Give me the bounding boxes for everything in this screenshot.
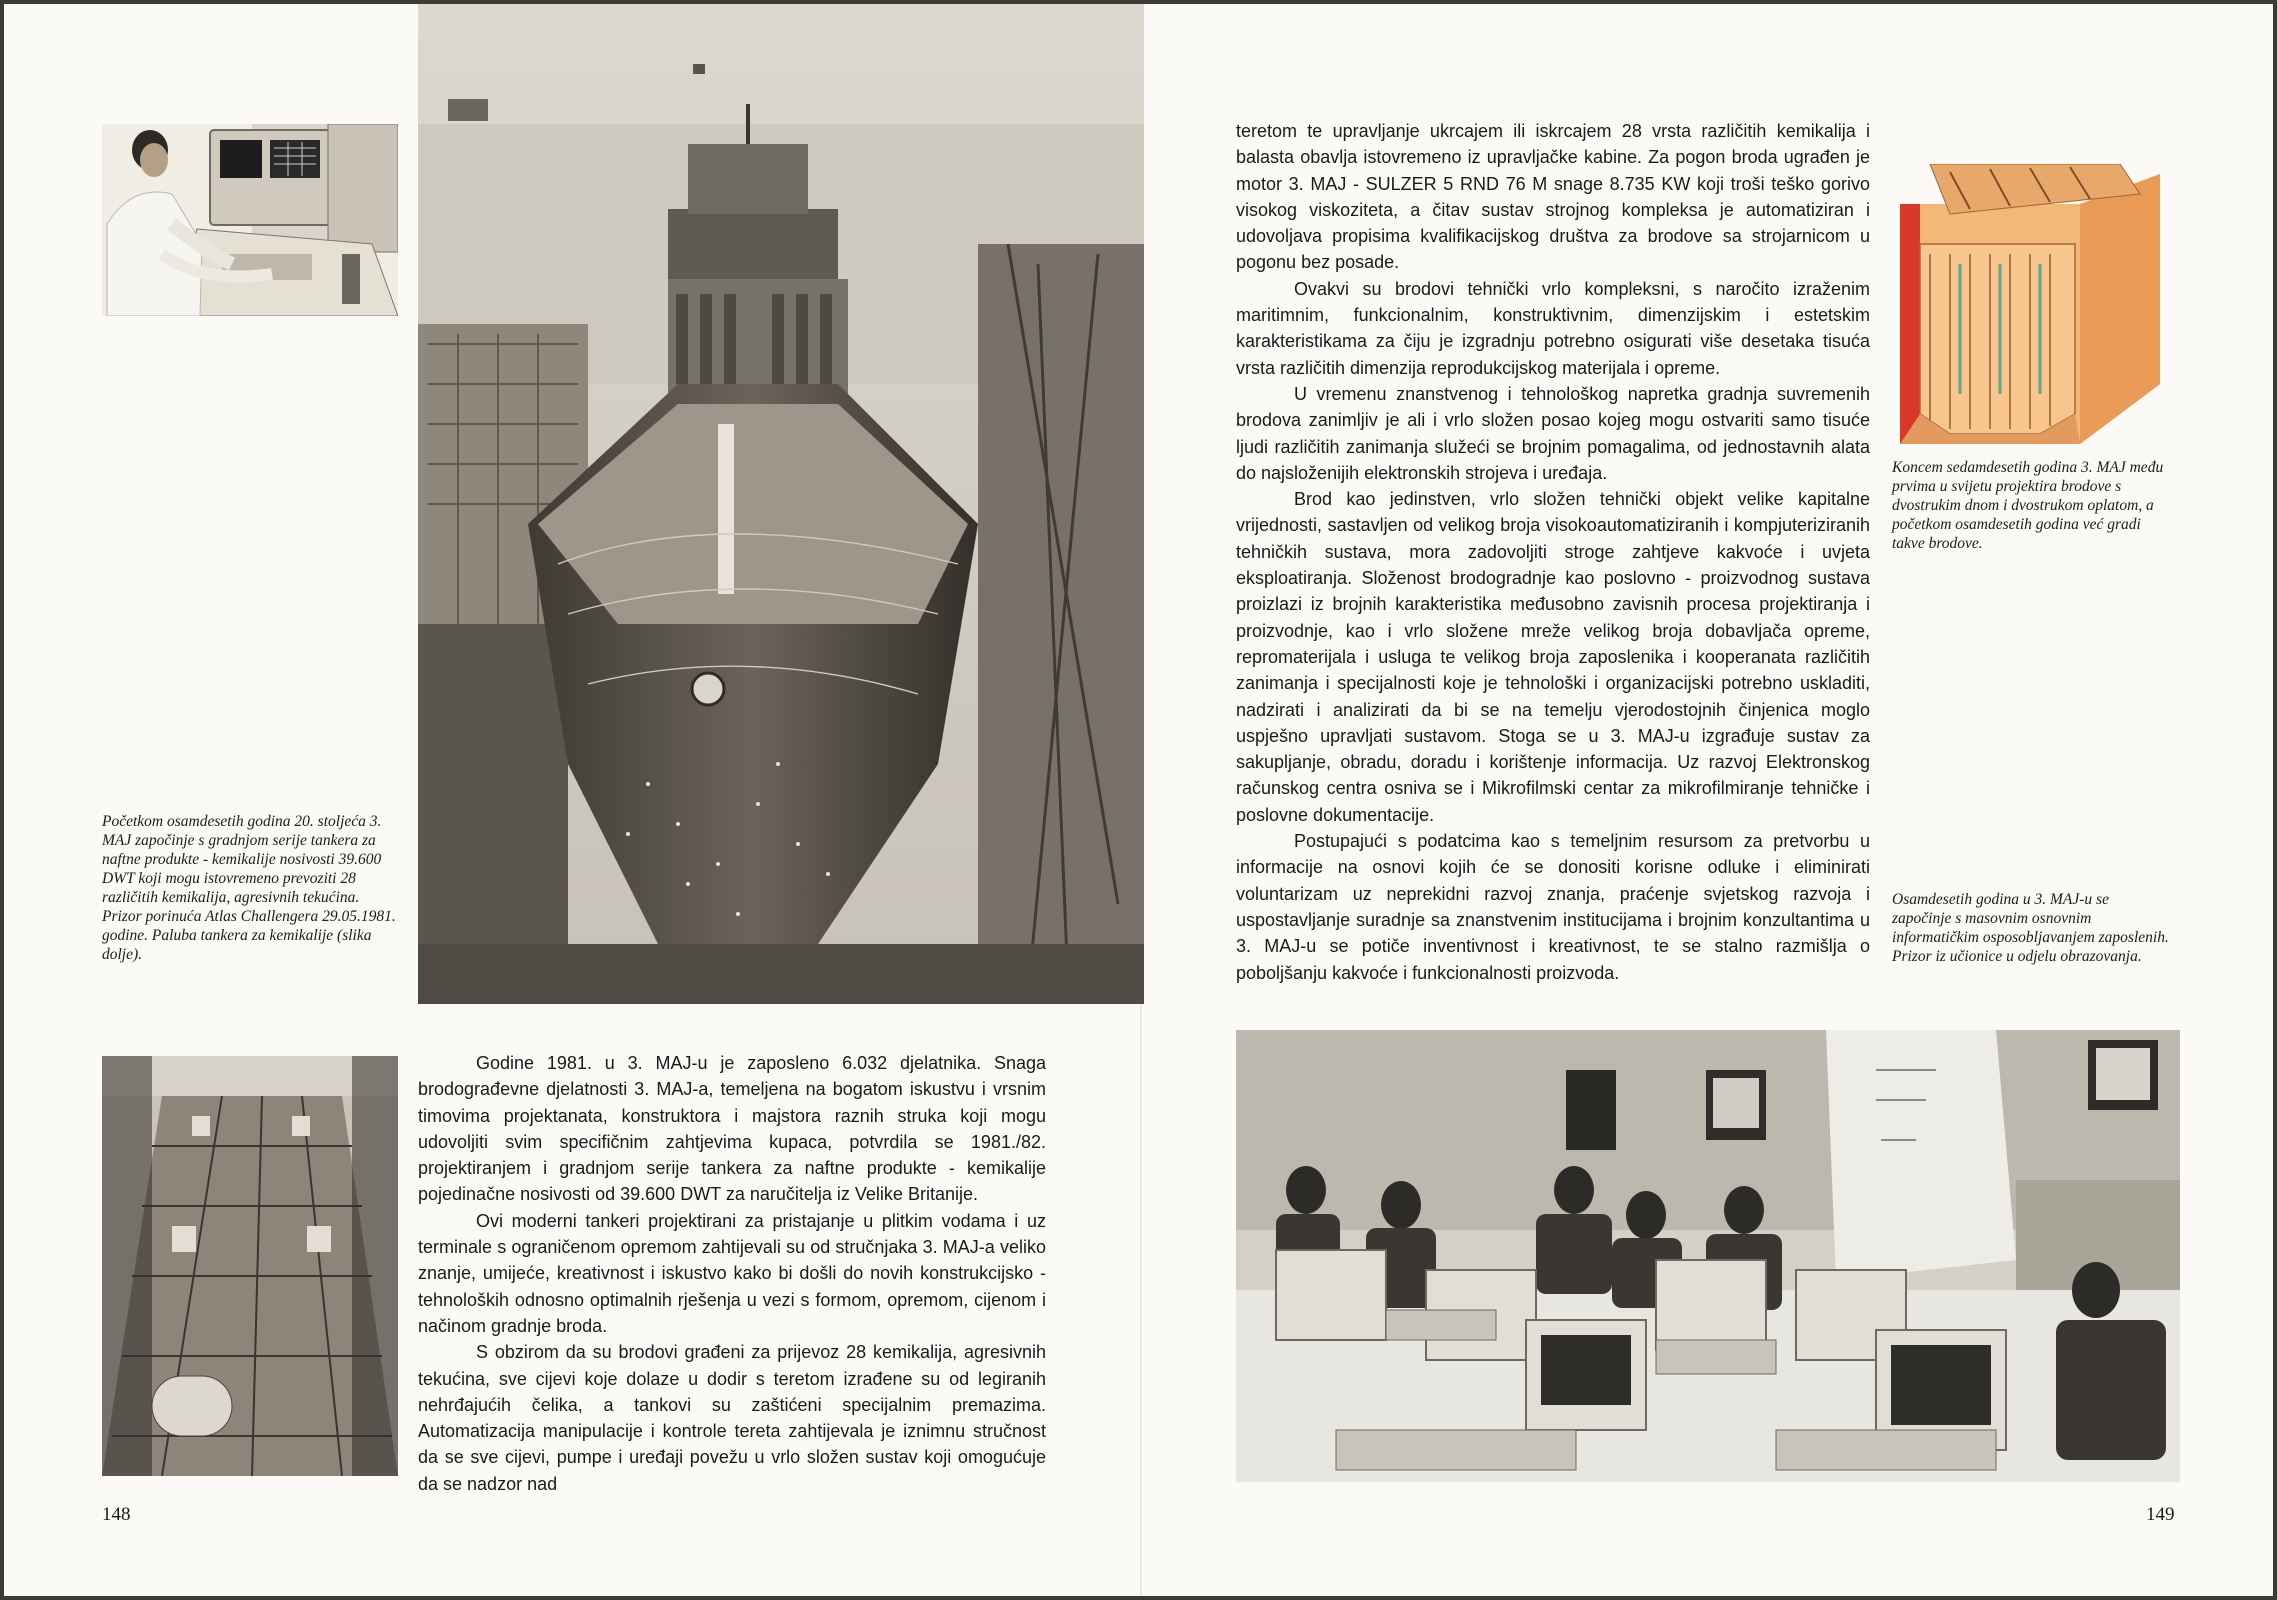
right-paragraph: teretom te upravljanje ukrcajem ili iskrcajem 28 vrsta različitih kemikalija i balasta obavlja istovremeno iz upravljačke kabine. Za pogon broda ugrađen je motor 3. MAJ - SULZER 5 RND 76 M snage 8.735 KW koji troši teško gorivo visokog viskoziteta, a čitav sustav strojnog kompleksa je automatiziran i udovoljava propisima kvalifikacijskog društva za brodove sa strojarnicom u pogonu bez posade.	[1236, 121, 1870, 273]
left-paragraph: S obzirom da su brodovi građeni za prijevoz 28 kemikalija, agresivnih tekućina, sve cijevi koje dolaze u dodir s teretom izrađene su od legiranih nehrđajućih čelika, a tankovi su zaštićeni specijalnim premazima. Automatizacija manipulacije i kontrole tereta zahtijevala je iznimnu stručnost da se sve cijevi, pumpe i uređaji povežu u vrlo složen sustav koji omogućuje da se nadzor nad	[418, 1342, 1046, 1494]
photo-computer-operator	[102, 124, 398, 316]
photo-tanker-deck	[102, 1056, 398, 1476]
photo-computer-classroom	[1236, 1030, 2180, 1482]
left-paragraph: Ovi moderni tankeri projektirani za pristajanje u plitkim vodama i uz terminale s ograničenom opremom zahtijevali su od stručnjaka 3. MAJ-a veliko znanje, umijeće, kreativnost i iskustvo kako bi došli do novih konstrukcijsko - tehnoloških odnosno optimalnih rješenja u vezi s formom, opremom, cijenom i načinom gradnje broda.	[418, 1210, 1046, 1336]
right-paragraph: Brod kao jedinstven, vrlo složen tehnički objekt velike kapitalne vrijednosti, sastavljen od velikog broja visokoautomatiziranih i kompjuteriziranih tehničkih sustava, mora zadovoljiti stroge zahtjeve kakvoće i uvjeta eksploatiranja. Složenost brodogradnje kao poslovno - proizvodnog sustava proizlazi iz brojnih karakteristika međusobno zavisnih procesa projektiranja i proizvodnje, kao i vrlo složene mreže velikog broja dobavljača opreme, repromaterijala i usluga te velikog broja zaposlenika i kooperanata različitih zanimanja i specijalnosti koje je tehnološki i organizacijski potrebno uskladiti, nadzirati i analizirati da bi se na temelju vjerodostojnih činjenica moglo uspješno upravljati sustavom. Stoga se u 3. MAJ-u izgrađuje sustav za sakupljanje, obradu, doradu i korištenje informacija. Uz razvoj Elektronskog računskog centra osniva se i Mikrofilmski centar za mikrofilmiranje tehničke i poslovne dokumentacije.	[1236, 489, 1870, 825]
caption-tanker-launch: Početkom osamdesetih godina 20. stoljeća 3. MAJ započinje s gradnjom serije tankera za naftne produkte - kemikalije nosivosti 39.600 DWT koji mogu istovremeno prevoziti 28 različitih kemikalija, agresivnih tekućina. Prizor porinuća Atlas Challengera 29.05.1981. godine. Paluba tankera za kemikalije (slika dolje).	[102, 813, 396, 963]
photo-tanker-launch	[418, 4, 1144, 1004]
caption-double-hull: Koncem sedamdesetih godina 3. MAJ među prvima u svijetu projektira brodove s dvostrukim dnom i dvostrukom oplatom, a početkom osamdesetih godina već gradi takve brodove.	[1892, 459, 2164, 552]
right-paragraph: Ovakvi su brodovi tehnički vrlo kompleksni, s naročito izraženim maritimnim, funkcionalnim, konstruktivnim, dimenzijskim i estetskim karakteristikama za čiju je izgradnju potrebno osigurati više desetaka tisuća vrsta različitih dimenzija reprodukcijskog materijala i opreme.	[1236, 278, 1870, 378]
left-body-text	[418, 1050, 1046, 1497]
illustration-double-hull	[1890, 164, 2172, 450]
book-spread	[4, 4, 2273, 1596]
page-number-left: 148	[102, 1504, 131, 1525]
left-paragraph: Godine 1981. u 3. MAJ-u je zaposleno 6.032 djelatnika. Snaga brodograđevne djelatnosti 3. MAJ-a, temeljena na bogatom iskustvu i vrsnim timovima projektanata, konstruktora i majstora raznih struka koji mogu udovoljiti svim specifičnim zahtjevima kupaca, potvrdila se 1981./82. projektiranjem i gradnjom serije tankera za naftne produkte - kemikalije pojedinačne nosivosti od 39.600 DWT za naručitelja iz Velike Britanije.	[418, 1053, 1046, 1205]
right-paragraph: U vremenu znanstvenog i tehnološkog napretka gradnja suvremenih brodova zanimljiv je ali i vrlo složen posao kojeg mogu ostvariti samo tisuće ljudi različitih zanimanja služeći se brojnim pomagalima, od jednostavnih alata do najsloženijih elektronskih strojeva i uređaja.	[1236, 383, 1870, 483]
page-number-right: 149	[2146, 1504, 2175, 1525]
right-body-text	[1236, 118, 1870, 986]
caption-classroom: Osamdesetih godina u 3. MAJ-u se započinje s masovnim osnovnim informatičkim osposobljavanjem zaposlenih. Prizor iz učionice u odjelu obrazovanja.	[1892, 891, 2169, 965]
right-paragraph: Postupajući s podatcima kao s temeljnim resursom za pretvorbu u informacije na osnovi kojih će se donositi korisne odluke i eliminirati voluntarizam uz neprekidni razvoj znanja, praćenje svjetskog razvoja i uspostavljanje suradnje sa znanstvenim institucijama i brojnim konzultantima u 3. MAJ-u se potiče inventivnost i kreativnost, te se stalno razmišlja o poboljšanju kakvoće i funkcionalnosti proizvoda.	[1236, 831, 1870, 983]
